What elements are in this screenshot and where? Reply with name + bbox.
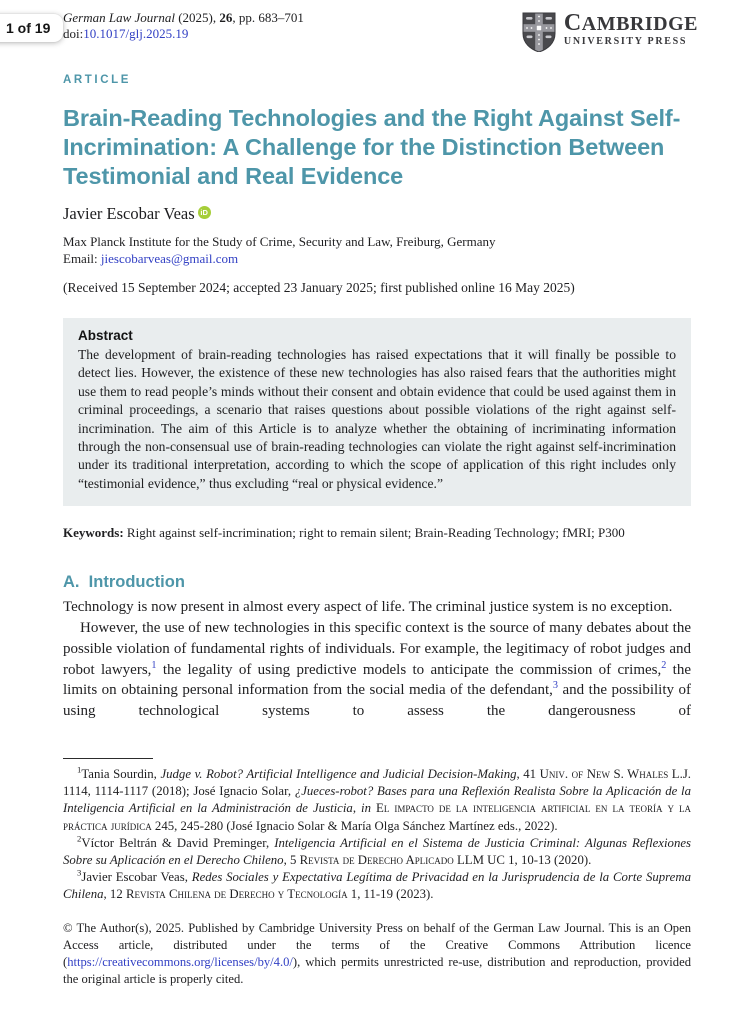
copyright-notice: © The Author(s), 2025. Published by Cambridge University Press on behalf of the German Law Journal. This is an Open Access article, distributed under the terms of the Creative Commons Attribution licence (https://creativecommons.org/licenses/by/4.0/), which permits unrestricted re-use, distribution and reproduction, provided the original article is properly cited. [63, 920, 691, 987]
page-indicator-badge [0, 14, 63, 42]
cc-license-link[interactable]: https://creativecommons.org/licenses/by/4.0/ [67, 955, 293, 970]
publisher-logo [522, 12, 698, 52]
footnote-1: $^1$Tania Sourdin, Judge v. Robot? Artificial Intelligence and Judicial Decision-Making, 41 Univ. of New S. Whales L.J. 1114, 1114-1117 (2018); José Ignacio Solar, ¿Jueces-robot? Bases para una Reflexión Realista Sobre la Aplicación de la Inteligencia Artificial en la Administración de Justicia, in El impacto de la inteligencia artificial en la teoría y la práctica jurídica 245, 245-280 (José Ignacio Solar & María Olga Sánchez Martínez eds., 2022). [63, 764, 692, 833]
article-title: Brain-Reading Technologies and the Right Against Self-Incrimination: A Challenge for the Distinction Between Testimonial and Real Evidence [63, 105, 681, 189]
footnote-ref-1[interactable]: 1 [151, 659, 157, 671]
footnote-ref-3[interactable]: 3 [552, 680, 558, 692]
article-type-label: ARTICLE [63, 74, 132, 86]
journal-header [0, 0, 754, 52]
page-indicator-label: 1 of 19 [6, 20, 51, 36]
body-paragraph-1: Technology is now present in almost every aspect of life. The criminal justice system is no exception. [63, 599, 673, 616]
journal-citation-block [63, 10, 304, 42]
cambridge-shield-icon [522, 12, 556, 52]
email-link[interactable]: jiescobarveas@gmail.com [100, 251, 239, 266]
footnote-ref-2[interactable]: 2 [661, 659, 667, 671]
footnote-divider [63, 758, 153, 759]
abstract-text: The development of brain-reading technologies has raised expectations that it will finally be possible to detect lies. However, the existence of these new technologies has also raised fears that the authorities might use them to read people’s minds without their consent and obtain evidence that could be used against them in criminal proceedings, a scenario that raises questions about possible violations of the right against self-incrimination. The aim of this Article is to analyze whether the obtaining of incriminating information through the non-consensual use of brain-reading technologies can violate the right against self-incrimination under its traditional interpretation, according to which the scope of application of this right includes only “testimonial evidence,” thus excluding “real or physical evidence.” [78, 347, 676, 491]
author-line [63, 204, 691, 224]
footnote-3: $^3$Javier Escobar Veas, Redes Sociales y Expectativa Legítima de Privacidad en la Jurisprudencia de la Corte Suprema Chilena, 12 Revista Chilena de Derecho y Tecnología 1, 11-19 (2023). [63, 867, 692, 902]
body-paragraph-2: However, the use of new technologies in this specific context is the source of many debates about the possible violation of fundamental rights of individuals. For example, the legitimacy of robot judges and robot lawyers,$^1$ the legality of using predictive models to anticipate the commission of crimes,$^2$ the limits on obtaining personal information from the social media of the defendant,$^3$ and the possibility of using technological systems to assess the dangerousness of [63, 620, 692, 720]
footnote-2: $^2$Víctor Beltrán & David Preminger, Inteligencia Artificial en el Sistema de Justicia Criminal: Algunas Reflexiones Sobre su Aplicación en el Derecho Chileno, 5 Revista de Derecho Aplicado LLM UC 1, 10-13 (2020). [63, 833, 691, 868]
author-affiliation: Max Planck Institute for the Study of Crime, Security and Law, Freiburg, Germany [63, 234, 496, 249]
abstract-box [63, 318, 691, 506]
abstract-heading: Abstract [78, 328, 133, 343]
doi-line: doi:10.1017/glj.2025.19 [63, 26, 189, 41]
journal-citation: German Law Journal (2025), 26, pp. 683–701 [63, 10, 304, 25]
author-name: Javier Escobar Veas [63, 204, 195, 223]
author-email-line: Email: jiescobarveas@gmail.com [63, 251, 239, 266]
article-history: (Received 15 September 2024; accepted 23 January 2025; first published online 16 May 2025) [63, 280, 575, 295]
keywords-line: Keywords: Right against self-incrimination; right to remain silent; Brain-Reading Technology; fMRI; P300 [63, 525, 625, 541]
publisher-subtitle: UNIVERSITY PRESS [563, 36, 688, 47]
publisher-wordmark [564, 12, 698, 47]
article-content [0, 74, 754, 988]
orcid-icon[interactable]: iD [198, 206, 211, 219]
section-heading-introduction: A. Introduction [63, 573, 185, 592]
footnotes-section [63, 758, 691, 904]
publisher-name: CAMBRIDGE [563, 10, 698, 36]
doi-link[interactable]: 10.1017/glj.2025.19 [83, 26, 189, 41]
